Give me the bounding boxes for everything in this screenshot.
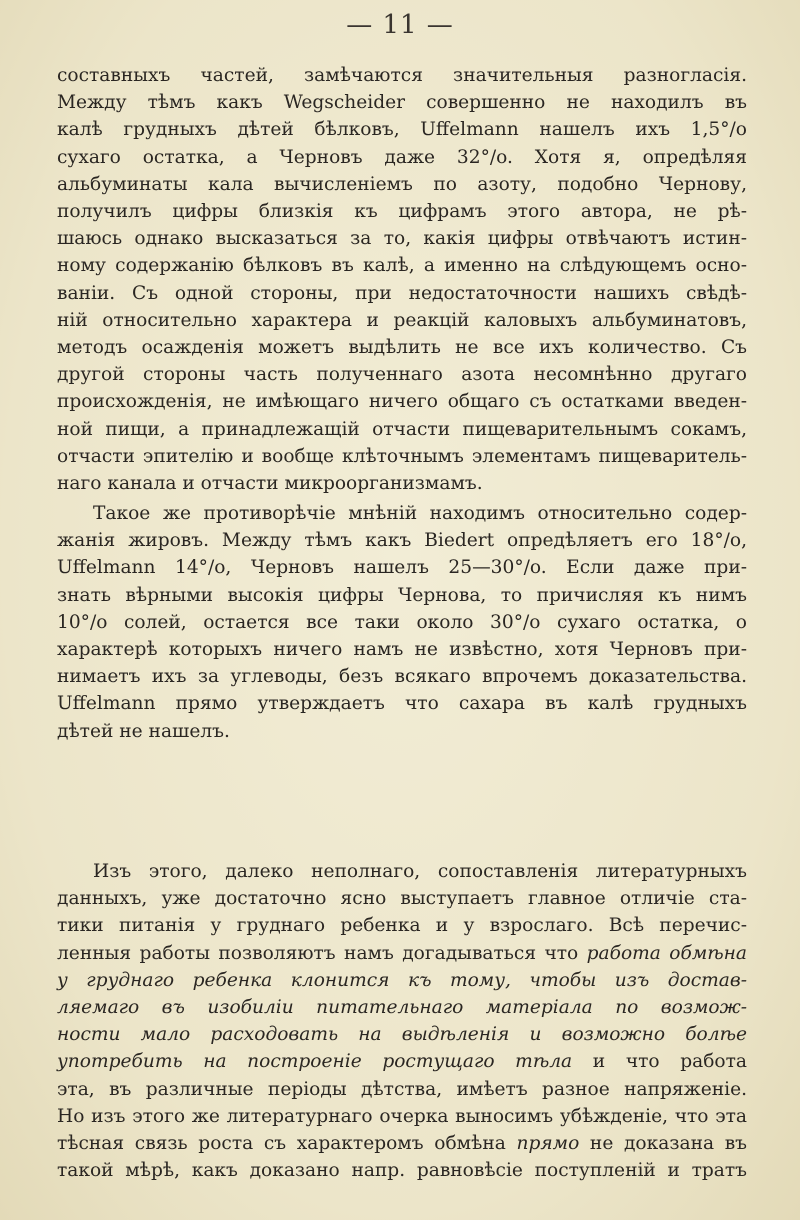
text-line xyxy=(57,1021,747,1048)
text-line: знать вѣрными высокія цифры Чернова, то причисляя къ нимъ xyxy=(57,584,747,606)
text-segment: данныхъ, уже достаточно ясно выступаетъ главное отличіе ста- xyxy=(57,888,747,910)
text-line: другой стороны часть полученнаго азота несомнѣнно другаго xyxy=(57,364,747,386)
page-number: — 11 — xyxy=(346,10,454,40)
italic-text: употребить на построеніе ростущаго тѣла xyxy=(57,1051,573,1073)
text-segment: такой мѣрѣ, какъ доказано напр. равновѣсіе поступленій и тратъ xyxy=(57,1160,747,1182)
text-line: Такое же противорѣчіе мнѣній находимъ относительно содер- xyxy=(93,503,747,524)
text-segment: тѣсная связь роста съ характеромъ обмѣна xyxy=(57,1133,517,1155)
text-line: происхожденія, не имѣющаго ничего общаго съ остатками введен- xyxy=(57,391,747,413)
paragraph-3 xyxy=(57,858,747,1184)
text-line: шаюсь однако высказаться за то, какія цифры отвѣчаютъ истин- xyxy=(57,228,747,250)
text-line xyxy=(57,1076,747,1103)
text-segment: Но изъ этого же литературнаго очерка выносимъ убѣжденіе, что эта xyxy=(57,1105,747,1127)
text-line: ному содержанію бѣлковъ въ калѣ, а именно на слѣдующемъ осно- xyxy=(57,255,747,277)
text-line: альбуминаты кала вычисленіемъ по азоту, подобно Чернову, xyxy=(57,173,747,195)
text-line: жанія жировъ. Между тѣмъ какъ Biedert опредѣляетъ его 18°/o, xyxy=(57,530,747,552)
text-line xyxy=(57,858,747,885)
text-line: Uffelmann прямо утверждаетъ что сахара въ калѣ грудныхъ xyxy=(57,693,747,715)
text-segment: тики питанія у груднаго ребенка и у взрослаго. Всѣ перечис- xyxy=(57,915,747,937)
text-segment: не доказана въ xyxy=(579,1133,747,1155)
italic-text: работа обмѣна xyxy=(586,942,747,964)
text-line xyxy=(57,912,747,939)
text-line: калѣ грудныхъ дѣтей бѣлковъ, Uffelmann нашелъ ихъ 1,5°/o xyxy=(57,119,747,141)
text-line xyxy=(57,940,747,967)
text-line: Между тѣмъ какъ Wegscheider совершенно не находилъ въ xyxy=(57,92,747,114)
text-line xyxy=(57,885,747,912)
paragraph-1 xyxy=(57,62,747,497)
text-segment: и что работа xyxy=(572,1051,747,1073)
text-line: нимаетъ ихъ за углеводы, безъ всякаго впрочемъ доказательства. xyxy=(57,666,747,688)
text-line: ваніи. Съ одной стороны, при недостаточности нашихъ свѣдѣ- xyxy=(57,282,747,304)
text-line: составныхъ частей, замѣчаются значительныя разногласія. xyxy=(57,65,747,86)
text-line: характерѣ которыхъ ничего намъ не извѣстно, хотя Черновъ при- xyxy=(57,639,747,661)
italic-text: прямо xyxy=(516,1133,580,1155)
italic-text: ности мало расходовать на выдѣленія и возможно болѣе xyxy=(57,1024,747,1046)
paragraph-2 xyxy=(57,500,747,745)
text-line: дѣтей не нашелъ. xyxy=(57,720,230,742)
italic-text: ляемаго въ изобиліи питательнаго матеріала по возмож- xyxy=(57,997,747,1019)
text-line: получилъ цифры близкія къ цифрамъ этого автора, не рѣ- xyxy=(57,201,747,223)
italic-text: у груднаго ребенка клонится къ тому, чтобы изъ достав- xyxy=(57,969,747,991)
text-line: наго канала и отчасти микроорганизмамъ. xyxy=(57,473,483,495)
text-segment: Изъ этого, далеко неполнаго, сопоставленія литературныхъ xyxy=(93,861,747,882)
text-line xyxy=(57,1048,747,1075)
text-line xyxy=(57,994,747,1021)
text-line xyxy=(57,967,747,994)
text-line: ной пищи, а принадлежащій отчасти пищеварительнымъ сокамъ, xyxy=(57,418,747,440)
text-segment: ленныя работы позволяютъ намъ догадываться что xyxy=(57,942,587,964)
text-line: ній относительно характера и реакцій каловыхъ альбуминатовъ, xyxy=(57,309,747,331)
text-segment: эта, въ различные періоды дѣтства, имѣетъ разное напряженіе. xyxy=(57,1078,747,1100)
text-line: сухаго остатка, а Черновъ даже 32°/o. Хотя я, опредѣляя xyxy=(57,146,747,168)
text-line: отчасти эпителію и вообще клѣточнымъ элементамъ пищеваритель- xyxy=(57,445,747,467)
text-line xyxy=(57,1103,747,1130)
text-line: 10°/o солей, остается все таки около 30°/o сухаго остатка, о xyxy=(57,611,747,633)
text-line: методъ осажденія можетъ выдѣлить не все ихъ количество. Съ xyxy=(57,337,747,359)
text-line: Uffelmann 14°/o, Черновъ нашелъ 25—30°/o. Если даже при- xyxy=(57,557,747,579)
text-line xyxy=(57,1130,747,1157)
text-line xyxy=(57,1157,747,1184)
